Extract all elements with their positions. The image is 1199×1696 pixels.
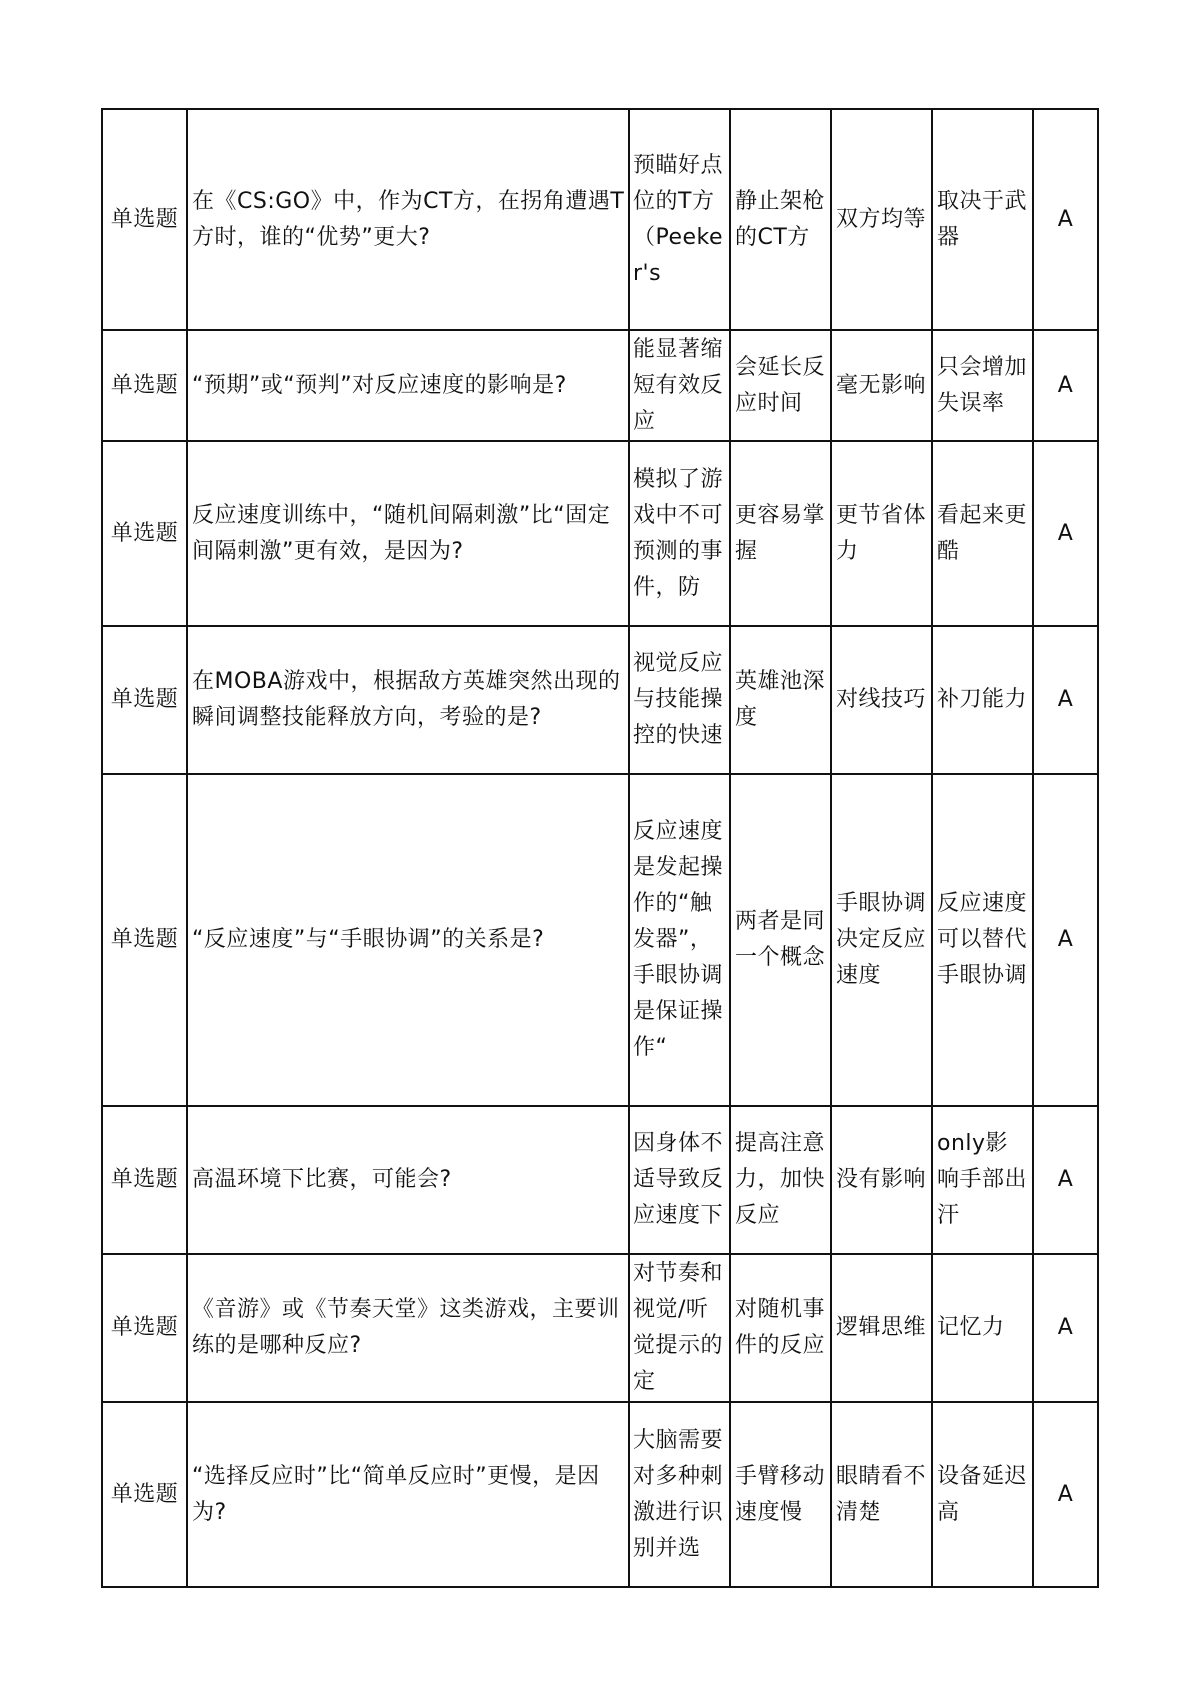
option-a-cell: 预瞄好点位的T方（Peeker's — [629, 109, 730, 330]
table-row — [102, 774, 1098, 1106]
option-d-cell: 设备延迟高 — [932, 1402, 1033, 1587]
option-a-cell: 对节奏和视觉/听觉提示的定 — [629, 1254, 730, 1402]
option-b-cell: 英雄池深度 — [730, 626, 831, 774]
option-b-cell: 提高注意力，加快反应 — [730, 1106, 831, 1254]
option-c-cell: 没有影响 — [831, 1106, 932, 1254]
question-type-cell: 单选题 — [102, 1106, 187, 1254]
question-text-cell: 反应速度训练中，“随机间隔刺激”比“固定间隔刺激”更有效，是因为? — [187, 441, 629, 626]
question-type-cell: 单选题 — [102, 1402, 187, 1587]
option-c-cell: 毫无影响 — [831, 330, 932, 441]
option-a-cell: 视觉反应与技能操控的快速 — [629, 626, 730, 774]
table-row — [102, 1254, 1098, 1402]
answer-cell: A — [1033, 774, 1098, 1106]
table-row — [102, 626, 1098, 774]
answer-cell: A — [1033, 441, 1098, 626]
option-a-cell: 反应速度是发起操作的“触发器”，手眼协调是保证操作“ — [629, 774, 730, 1106]
table-row — [102, 1106, 1098, 1254]
answer-cell: A — [1033, 626, 1098, 774]
option-b-cell: 会延长反应时间 — [730, 330, 831, 441]
option-c-cell: 眼睛看不清楚 — [831, 1402, 932, 1587]
option-c-cell: 手眼协调决定反应速度 — [831, 774, 932, 1106]
option-d-cell: 取决于武器 — [932, 109, 1033, 330]
option-b-cell: 静止架枪的CT方 — [730, 109, 831, 330]
question-text-cell: 高温环境下比赛，可能会? — [187, 1106, 629, 1254]
answer-cell: A — [1033, 1402, 1098, 1587]
option-a-cell: 模拟了游戏中不可预测的事件，防 — [629, 441, 730, 626]
option-a-cell: 大脑需要对多种刺激进行识别并选 — [629, 1402, 730, 1587]
option-c-cell: 逻辑思维 — [831, 1254, 932, 1402]
question-type-cell: 单选题 — [102, 109, 187, 330]
question-type-cell: 单选题 — [102, 626, 187, 774]
question-type-cell: 单选题 — [102, 441, 187, 626]
option-d-cell: 看起来更酷 — [932, 441, 1033, 626]
option-a-cell: 因身体不适导致反应速度下 — [629, 1106, 730, 1254]
option-b-cell: 手臂移动速度慢 — [730, 1402, 831, 1587]
option-d-cell: 记忆力 — [932, 1254, 1033, 1402]
option-d-cell: 补刀能力 — [932, 626, 1033, 774]
option-c-cell: 更节省体力 — [831, 441, 932, 626]
question-type-cell: 单选题 — [102, 330, 187, 441]
table-row — [102, 330, 1098, 441]
question-text-cell: “选择反应时”比“简单反应时”更慢，是因为? — [187, 1402, 629, 1587]
option-c-cell: 对线技巧 — [831, 626, 932, 774]
option-b-cell: 对随机事件的反应 — [730, 1254, 831, 1402]
option-d-cell: only影响手部出汗 — [932, 1106, 1033, 1254]
answer-cell: A — [1033, 109, 1098, 330]
answer-cell: A — [1033, 1254, 1098, 1402]
option-d-cell: 反应速度可以替代手眼协调 — [932, 774, 1033, 1106]
option-a-cell: 能显著缩短有效反应 — [629, 330, 730, 441]
question-text-cell: 在《CS:GO》中，作为CT方，在拐角遭遇T方时，谁的“优势”更大? — [187, 109, 629, 330]
option-b-cell: 两者是同一个概念 — [730, 774, 831, 1106]
question-text-cell: “反应速度”与“手眼协调”的关系是? — [187, 774, 629, 1106]
answer-cell: A — [1033, 1106, 1098, 1254]
question-table — [101, 108, 1099, 1588]
table-row — [102, 1402, 1098, 1587]
answer-cell: A — [1033, 330, 1098, 441]
option-b-cell: 更容易掌握 — [730, 441, 831, 626]
question-type-cell: 单选题 — [102, 774, 187, 1106]
question-text-cell: 《音游》或《节奏天堂》这类游戏，主要训练的是哪种反应? — [187, 1254, 629, 1402]
option-c-cell: 双方均等 — [831, 109, 932, 330]
question-text-cell: 在MOBA游戏中，根据敌方英雄突然出现的瞬间调整技能释放方向，考验的是? — [187, 626, 629, 774]
table-row — [102, 441, 1098, 626]
option-d-cell: 只会增加失误率 — [932, 330, 1033, 441]
question-type-cell: 单选题 — [102, 1254, 187, 1402]
table-row — [102, 109, 1098, 330]
question-text-cell: “预期”或“预判”对反应速度的影响是? — [187, 330, 629, 441]
